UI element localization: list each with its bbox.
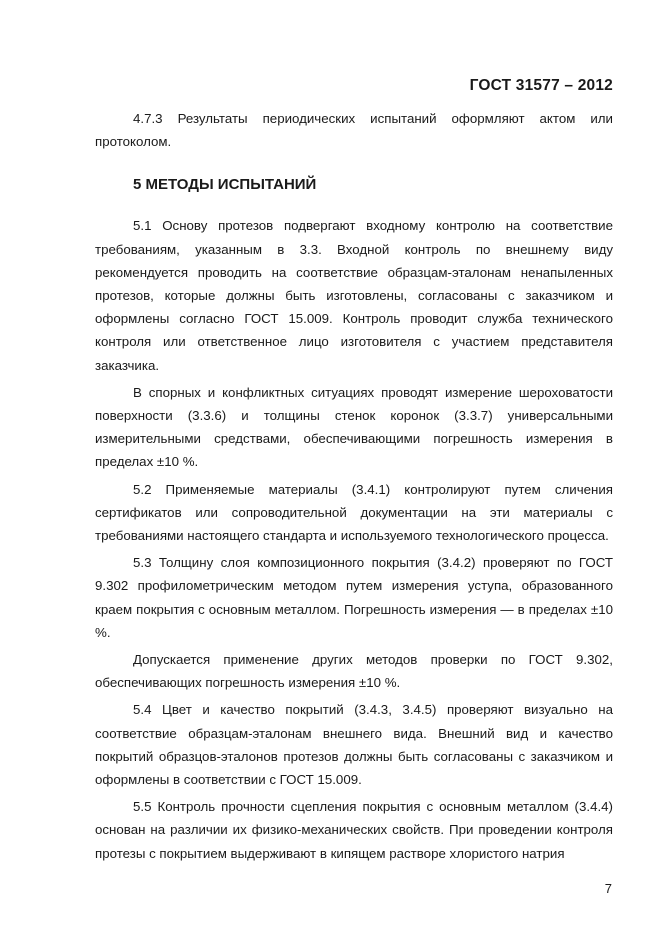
- page-number: 7: [604, 881, 612, 896]
- section-title: 5 МЕТОДЫ ИСПЫТАНИЙ: [133, 176, 317, 194]
- paragraph-5-4: 5.4 Цвет и качество покрытий (3.4.3, 3.4.5) проверяют визуально на соответствие образцам-эталонам внешнего вида. Внешний вид и качество покрытий образцов-эталонов протезов должны быть согласованы с заказчиком и оформлены в соответствии с ГОСТ 15.009.: [95, 702, 613, 788]
- paragraph-5-3: 5.3 Толщину слоя композиционного покрытия (3.4.2) проверяют по ГОСТ 9.302 профилометрическим методом путем измерения уступа, образованного краем покрытия с основным металлом. Погрешность измерения — в пределах ±10 %.: [95, 555, 613, 640]
- paragraph-allowed-methods: Допускается применение других методов проверки по ГОСТ 9.302, обеспечивающих погрешность измерения ±10 %.: [95, 652, 613, 691]
- paragraph-5-1: 5.1 Основу протезов подвергают входному контролю на соответствие требованиям, указанным в 3.3. Входной контроль по внешнему виду рекомендуется проводить на соответствие образцам-эталонам ненапыленных протезов, которые должны быть изготовлены, согласованы с заказчиком и оформлены согласно ГОСТ 15.009. Контроль проводит служба технического контроля или ответственное лицо изготовителя с участием представителя заказчика.: [95, 218, 613, 373]
- paragraph-disputes: В спорных и конфликтных ситуациях проводят измерение шероховатости поверхности (3.3.6) и толщины стенок коронок (3.3.7) универсальными измерительными средствами, обеспечивающими погрешность измерения в пределах ±10 %.: [95, 384, 613, 470]
- document-header: ГОСТ 31577 – 2012: [469, 77, 613, 94]
- paragraph-5-2: 5.2 Применяемые материалы (3.4.1) контролируют путем сличения сертификатов или сопроводительной документации на эти материалы с требованиями настоящего стандарта и используемого технологического процесса.: [95, 481, 613, 544]
- paragraph-4-7-3: 4.7.3 Результаты периодических испытаний оформляют актом или протоколом.: [95, 111, 613, 150]
- paragraph-5-5: 5.5 Контроль прочности сцепления покрытия с основным металлом (3.4.4) основан на различии их физико-механических свойств. При проведении контроля протезы с покрытием выдерживают в кипящем растворе хлористого натрия: [95, 799, 613, 861]
- document-body: [95, 107, 613, 865]
